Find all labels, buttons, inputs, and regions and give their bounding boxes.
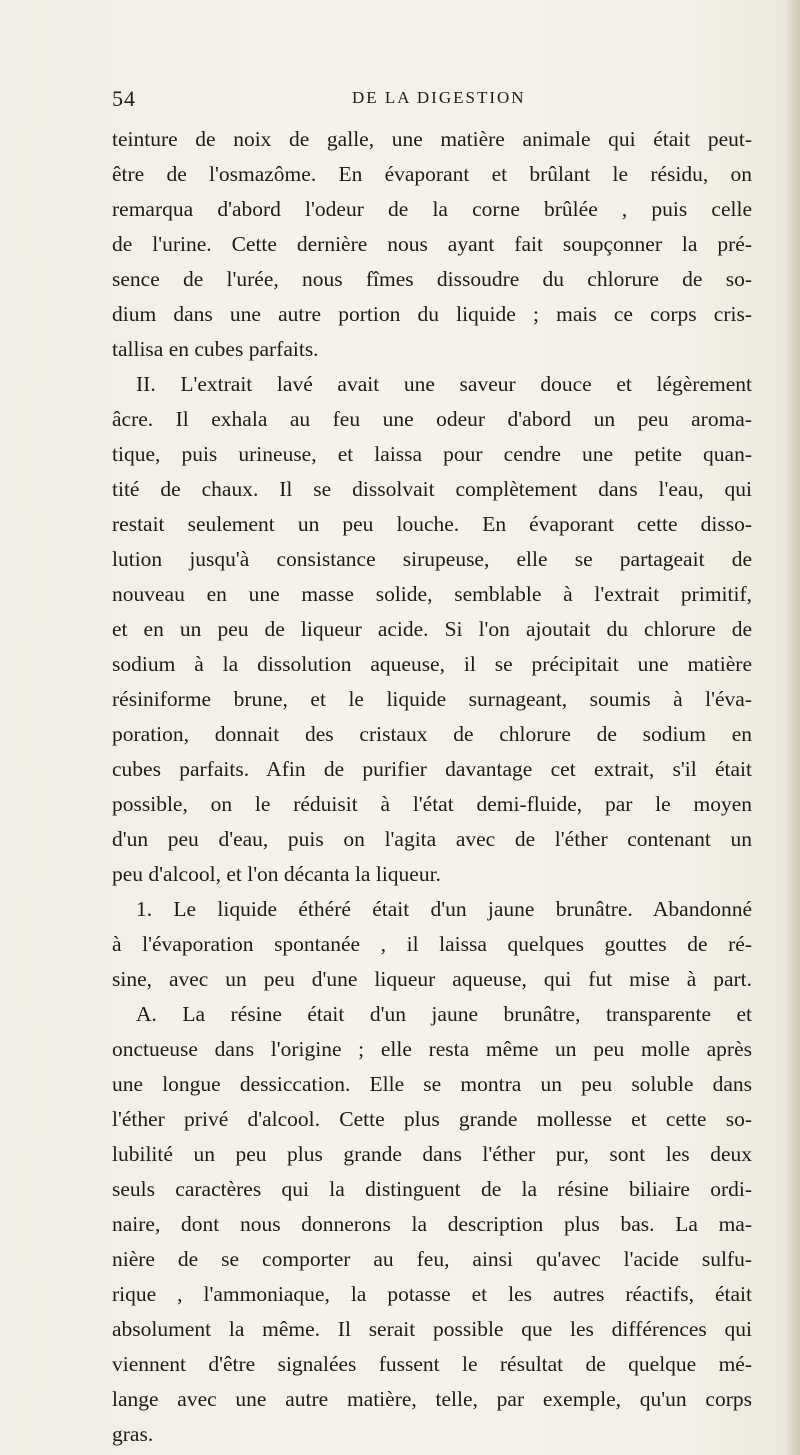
- text-line: naire, dont nous donnerons la description plus bas. La ma-: [112, 1212, 752, 1236]
- text-line: viennent d'être signalées fussent le résultat de quelque mé-: [112, 1352, 752, 1376]
- text-line: tallisa en cubes parfaits.: [112, 337, 319, 361]
- body-text: [112, 122, 752, 1452]
- text-line: onctueuse dans l'origine ; elle resta même un peu molle après: [112, 1037, 752, 1061]
- text-line: tique, puis urineuse, et laissa pour cendre une petite quan-: [112, 442, 752, 466]
- text-line: de l'urine. Cette dernière nous ayant fait soupçonner la pré-: [112, 232, 752, 256]
- text-line: sine, avec un peu d'une liqueur aqueuse, qui fut mise à part.: [112, 967, 752, 991]
- page-edge: [786, 0, 800, 1455]
- text-line: poration, donnait des cristaux de chlorure de sodium en: [112, 722, 752, 746]
- text-line: rique , l'ammoniaque, la potasse et les autres réactifs, était: [112, 1282, 752, 1306]
- text-line: cubes parfaits. Afin de purifier davantage cet extrait, s'il était: [112, 757, 752, 781]
- running-title: DE LA DIGESTION: [352, 88, 526, 107]
- paragraph-start: A. La résine était d'un jaune brunâtre, transparente et: [136, 1002, 752, 1026]
- text-line: tité de chaux. Il se dissolvait complètement dans l'eau, qui: [112, 477, 752, 501]
- text-line: gras.: [112, 1422, 154, 1446]
- text-line: et en un peu de liqueur acide. Si l'on ajoutait du chlorure de: [112, 617, 752, 641]
- text-line: une longue dessiccation. Elle se montra un peu soluble dans: [112, 1072, 752, 1096]
- text-line: sodium à la dissolution aqueuse, il se précipitait une matière: [112, 652, 752, 676]
- text-line: restait seulement un peu louche. En évaporant cette disso-: [112, 512, 752, 536]
- text-line: possible, on le réduisit à l'état demi-fluide, par le moyen: [112, 792, 752, 816]
- text-line: nière de se comporter au feu, ainsi qu'avec l'acide sulfu-: [112, 1247, 752, 1271]
- text-line: être de l'osmazôme. En évaporant et brûlant le résidu, on: [112, 162, 752, 186]
- text-line: lubilité un peu plus grande dans l'éther pur, sont les deux: [112, 1142, 752, 1166]
- text-line: remarqua d'abord l'odeur de la corne brûlée , puis celle: [112, 197, 752, 221]
- text-line: seuls caractères qui la distinguent de la résine biliaire ordi-: [112, 1177, 752, 1201]
- text-line: teinture de noix de galle, une matière animale qui était peut-: [112, 127, 752, 151]
- text-line: sence de l'urée, nous fîmes dissoudre du chlorure de so-: [112, 267, 752, 291]
- paragraph-start: 1. Le liquide éthéré était d'un jaune brunâtre. Abandonné: [136, 897, 752, 921]
- running-head: [112, 86, 752, 116]
- text-line: à l'évaporation spontanée , il laissa quelques gouttes de ré-: [112, 932, 752, 956]
- text-line: l'éther privé d'alcool. Cette plus grande mollesse et cette so-: [112, 1107, 752, 1131]
- text-line: nouveau en une masse solide, semblable à l'extrait primitif,: [112, 582, 752, 606]
- page-number: 54: [112, 86, 136, 111]
- text-line: dium dans une autre portion du liquide ; mais ce corps cris-: [112, 302, 752, 326]
- text-line: absolument la même. Il serait possible que les différences qui: [112, 1317, 752, 1341]
- text-line: âcre. Il exhala au feu une odeur d'abord un peu aroma-: [112, 407, 752, 431]
- text-line: résiniforme brune, et le liquide surnageant, soumis à l'éva-: [112, 687, 752, 711]
- text-line: lution jusqu'à consistance sirupeuse, elle se partageait de: [112, 547, 752, 571]
- text-line: d'un peu d'eau, puis on l'agita avec de l'éther contenant un: [112, 827, 752, 851]
- paragraph-start: II. L'extrait lavé avait une saveur douce et légèrement: [136, 372, 752, 396]
- text-line: peu d'alcool, et l'on décanta la liqueur.: [112, 862, 441, 886]
- text-line: lange avec une autre matière, telle, par exemple, qu'un corps: [112, 1387, 752, 1411]
